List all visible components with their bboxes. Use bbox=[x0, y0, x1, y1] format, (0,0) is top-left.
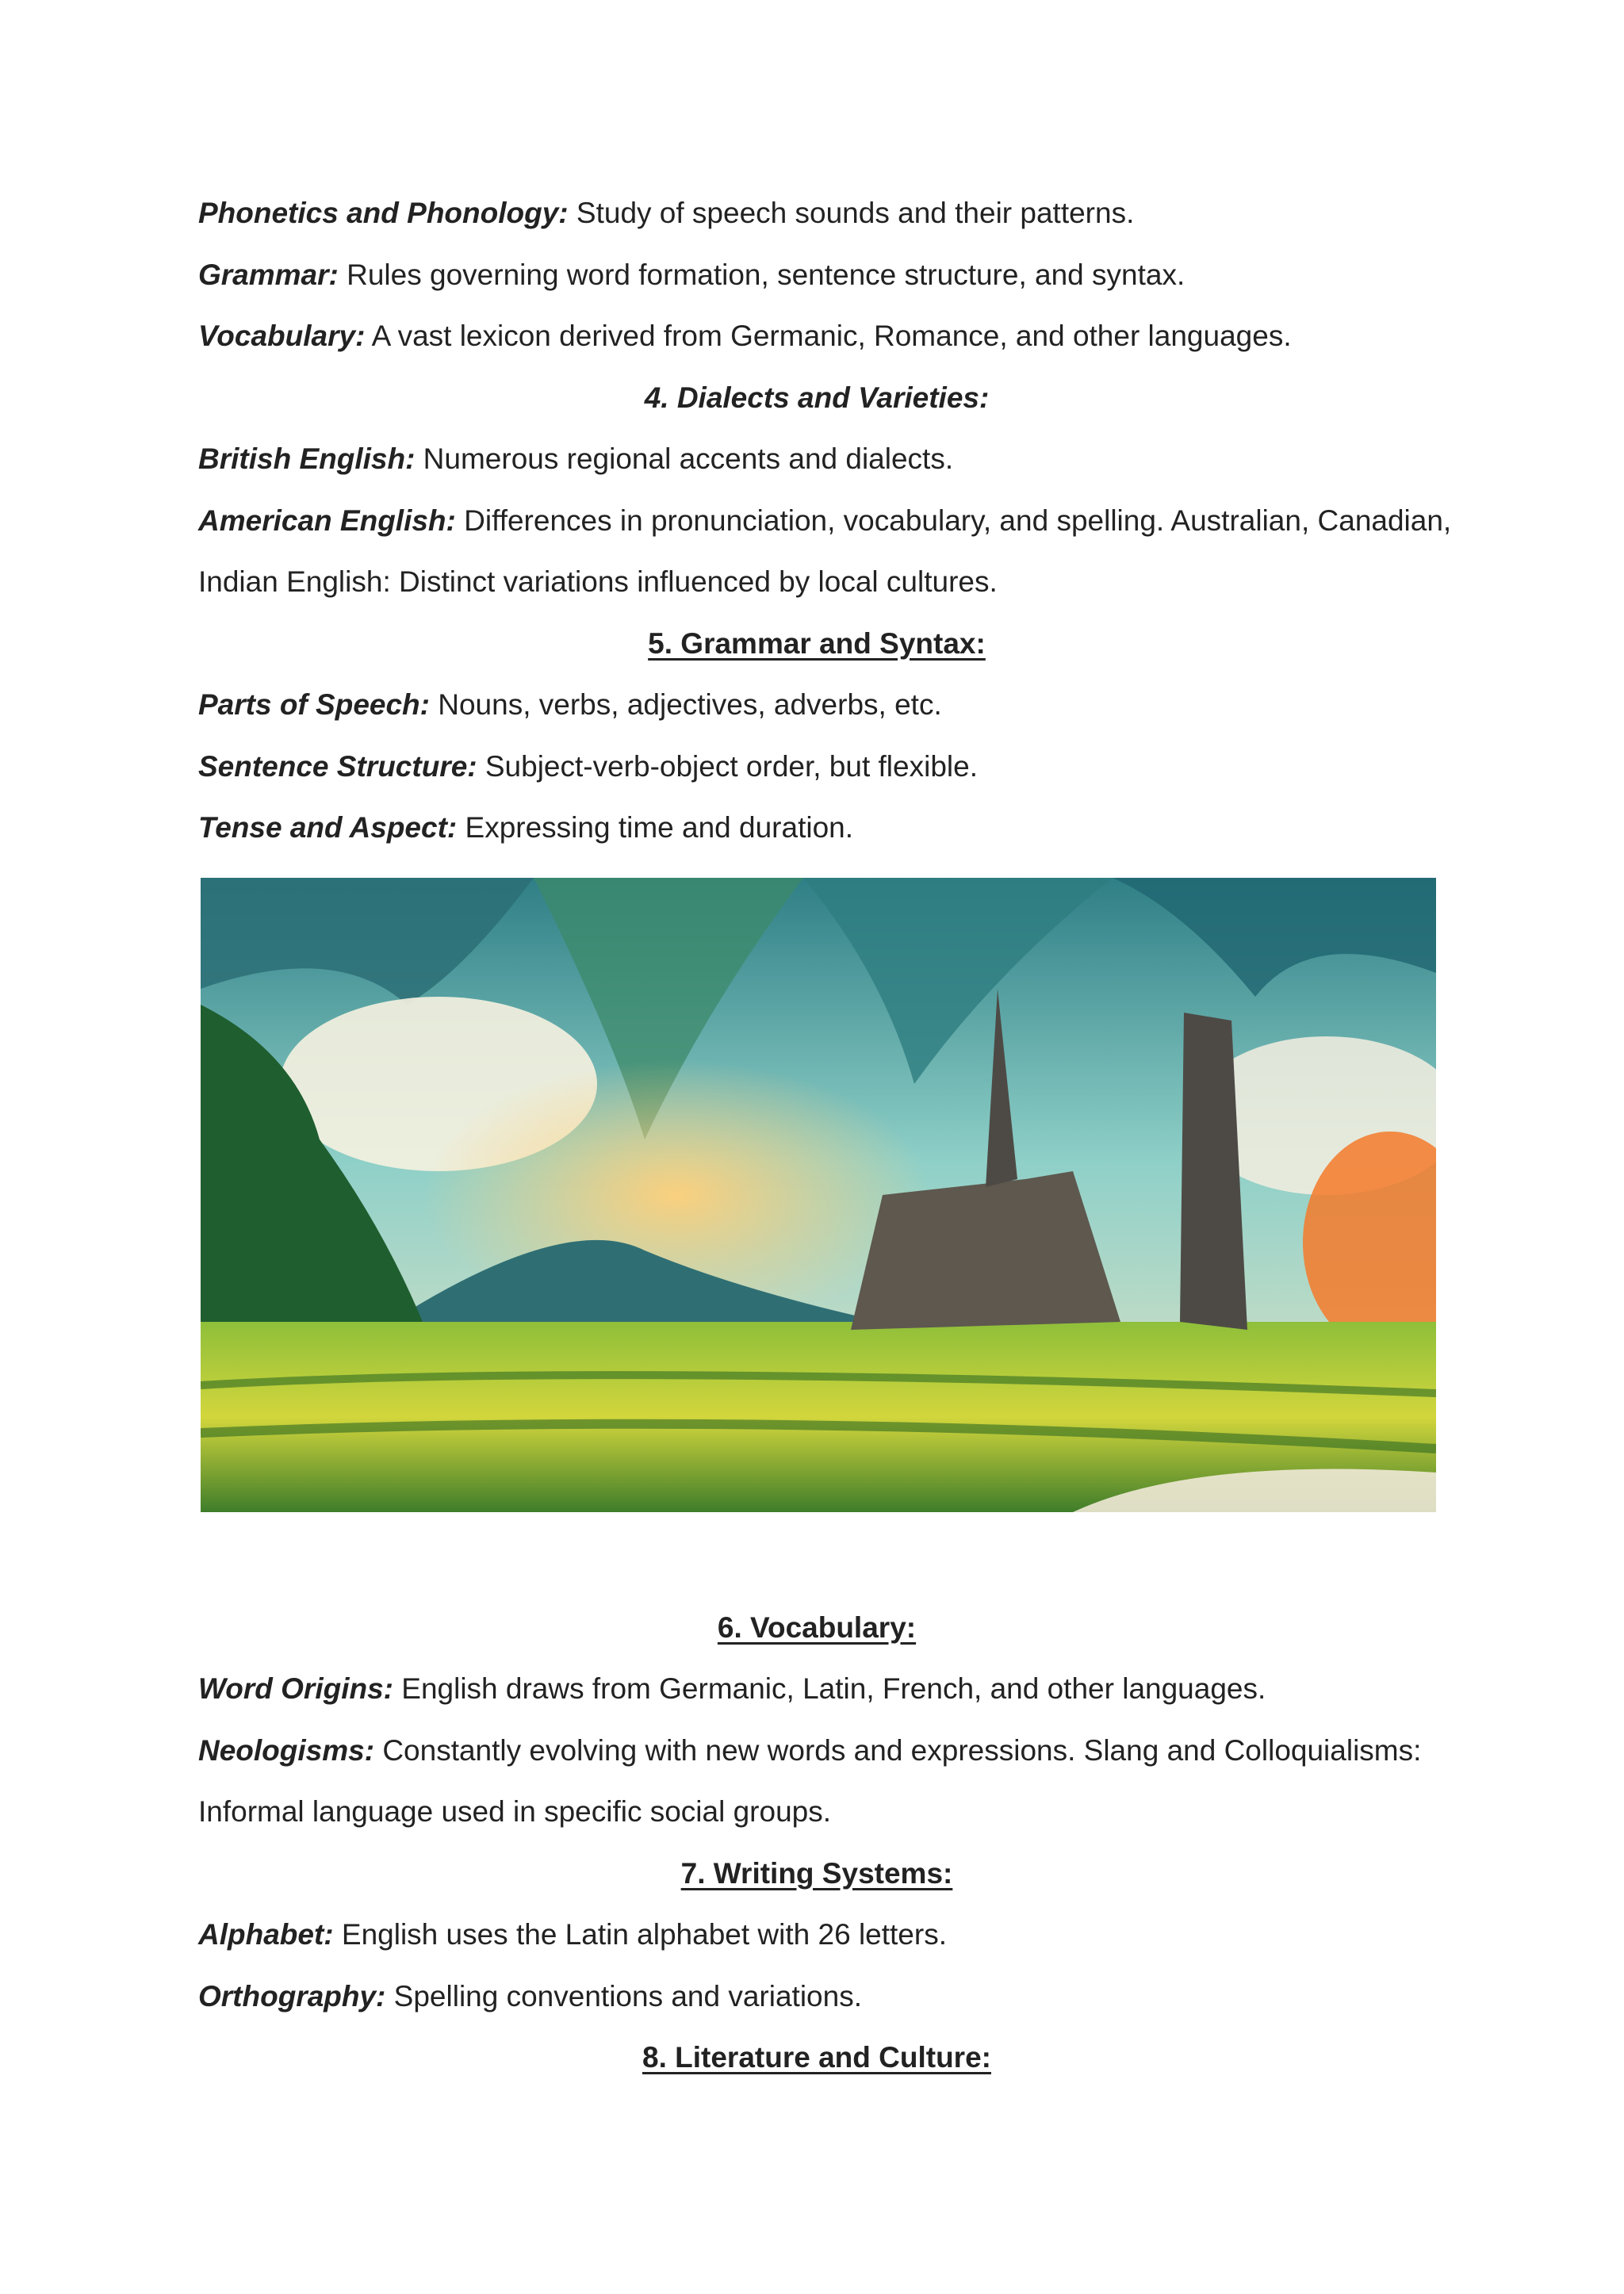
landscape-illustration bbox=[201, 878, 1436, 1512]
definition-term: Sentence Structure: bbox=[198, 749, 477, 783]
definition-line bbox=[198, 1904, 1435, 1966]
section-heading-grammar: 5. Grammar and Syntax: bbox=[648, 626, 986, 660]
definition-line bbox=[198, 182, 1435, 244]
spacer bbox=[198, 1512, 1435, 1597]
definition-term: Vocabulary: bbox=[198, 320, 366, 352]
definition-text: Rules governing word formation, sentence structure, and syntax. bbox=[338, 258, 1185, 291]
definition-text: Nouns, verbs, adjectives, adverbs, etc. bbox=[429, 688, 942, 721]
definition-line bbox=[198, 1720, 1435, 1782]
definition-text: Differences in pronunciation, vocabulary, and spelling. Australian, Canadian, bbox=[455, 504, 1452, 537]
continuation-line: Informal language used in specific social groups. bbox=[198, 1795, 832, 1828]
definition-term: American English: bbox=[198, 504, 456, 537]
definition-line bbox=[198, 305, 1435, 367]
definition-text: Expressing time and duration. bbox=[457, 811, 854, 844]
section-heading-dialects: 4. Dialects and Varieties: bbox=[644, 381, 990, 414]
definition-line bbox=[198, 1658, 1435, 1720]
continuation-line: Indian English: Distinct variations influenced by local cultures. bbox=[198, 565, 998, 598]
definition-term: Phonetics and Phonology: bbox=[198, 197, 569, 229]
definition-line bbox=[198, 797, 1435, 859]
definition-text: Spelling conventions and variations. bbox=[385, 1979, 862, 2013]
section-heading-writing-systems: 7. Writing Systems: bbox=[680, 1856, 953, 1890]
ruin-building bbox=[851, 1171, 1120, 1330]
definition-line bbox=[198, 244, 1435, 306]
definition-term: Word Origins: bbox=[198, 1672, 393, 1705]
definition-term: Tense and Aspect: bbox=[198, 811, 458, 844]
definition-term: Neologisms: bbox=[198, 1733, 375, 1767]
definition-line bbox=[198, 736, 1435, 798]
definition-line bbox=[198, 1966, 1435, 2028]
definition-line bbox=[198, 490, 1452, 552]
definition-term: Orthography: bbox=[198, 1979, 386, 2013]
illustration-svg bbox=[201, 878, 1436, 1512]
definition-term: British English: bbox=[198, 442, 416, 475]
definition-text: English uses the Latin alphabet with 26 letters. bbox=[333, 1918, 947, 1951]
definition-text: Numerous regional accents and dialects. bbox=[415, 442, 954, 475]
definition-term: Grammar: bbox=[198, 258, 339, 291]
definition-text: Constantly evolving with new words and expressions. Slang and Colloquialisms: bbox=[374, 1733, 1422, 1767]
document-page bbox=[198, 182, 1452, 2089]
definition-line bbox=[198, 428, 1435, 490]
definition-text: English draws from Germanic, Latin, French, and other languages. bbox=[393, 1672, 1266, 1705]
definition-text: Study of speech sounds and their patterns. bbox=[568, 197, 1135, 229]
definition-line bbox=[198, 674, 1435, 736]
section-heading-vocabulary: 6. Vocabulary: bbox=[717, 1610, 917, 1644]
definition-text: Subject-verb-object order, but flexible. bbox=[477, 749, 978, 783]
definition-term: Parts of Speech: bbox=[198, 688, 430, 721]
definition-text: A vast lexicon derived from Germanic, Romance, and other languages. bbox=[365, 320, 1292, 352]
definition-term: Alphabet: bbox=[198, 1918, 334, 1951]
section-heading-literature: 8. Literature and Culture: bbox=[642, 2041, 991, 2074]
